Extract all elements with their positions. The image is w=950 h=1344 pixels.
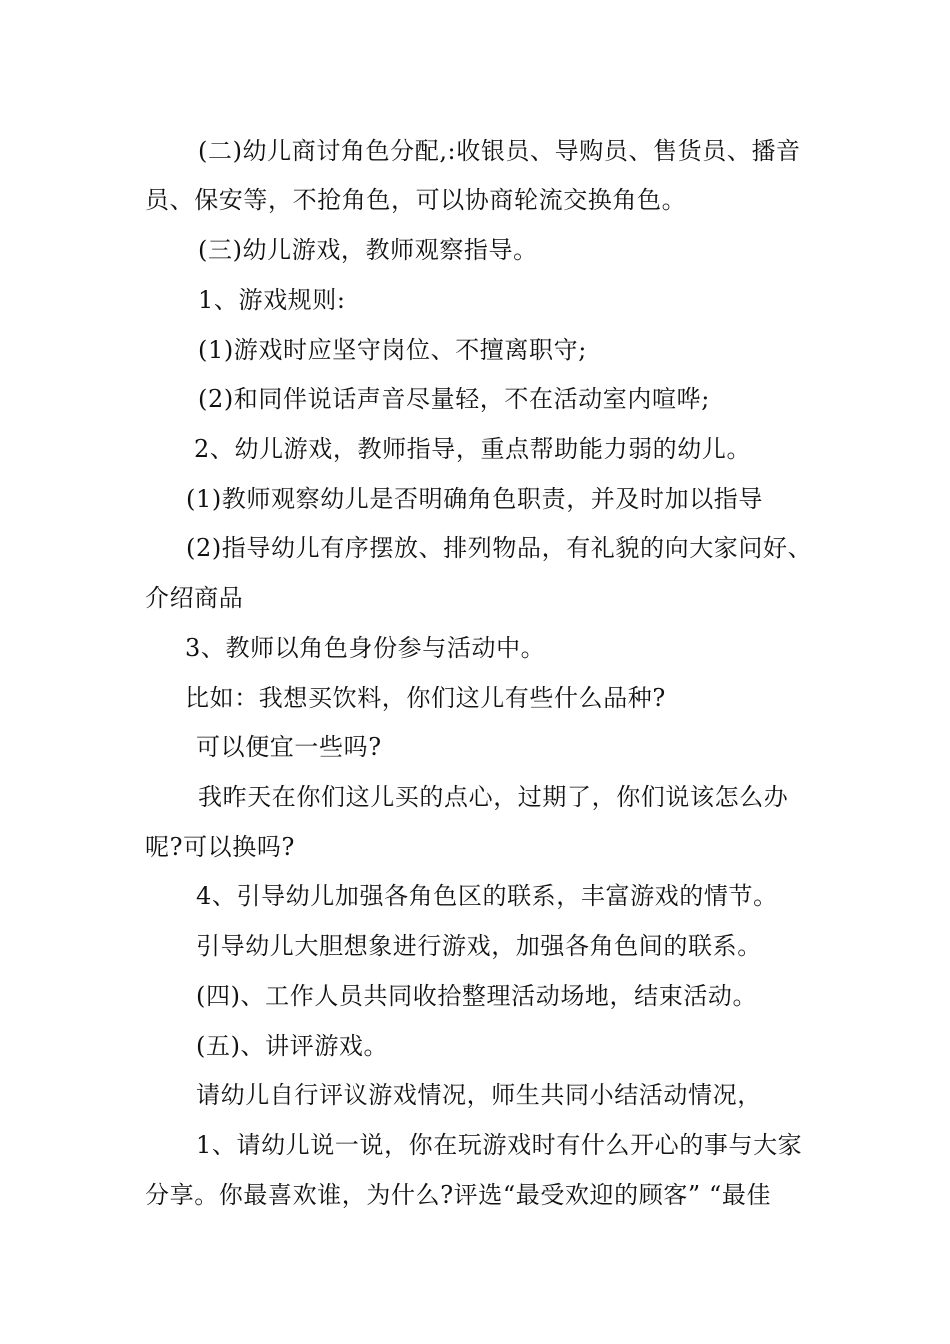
text-line: 介绍商品 (145, 584, 244, 612)
text-line: 3、教师以角色身份参与活动中。 (185, 634, 546, 662)
text-line: 分享。你最喜欢谁，为什么?评选“最受欢迎的顾客” “最佳 (145, 1181, 772, 1209)
text-line: 呢?可以换吗? (145, 833, 295, 861)
text-line: 员、保安等，不抢角色，可以协商轮流交换角色。 (145, 186, 687, 214)
text-line: (2)和同伴说话声音尽量轻，不在活动室内喧哗; (198, 385, 710, 413)
text-line: 4、引导幼儿加强各角色区的联系，丰富游戏的情节。 (196, 882, 778, 910)
text-line: (2)指导幼儿有序摆放、排列物品，有礼貌的向大家问好、 (186, 534, 813, 562)
text-line: 我昨天在你们这儿买的点心，过期了，你们说该怎么办 (198, 783, 789, 811)
text-line: 可以便宜一些吗? (196, 733, 382, 761)
text-line: (五)、讲评游戏。 (196, 1032, 389, 1060)
text-line: 引导幼儿大胆想象进行游戏，加强各角色间的联系。 (196, 932, 762, 960)
text-line: (四)、工作人员共同收拾整理活动场地，结束活动。 (196, 982, 758, 1010)
text-line: 2、幼儿游戏，教师指导，重点帮助能力弱的幼儿。 (194, 435, 752, 463)
text-line: 比如：我想买饮料，你们这儿有些什么品种? (185, 684, 666, 712)
text-line: (三)幼儿游戏，教师观察指导。 (198, 236, 538, 264)
text-line: (二)幼儿商讨角色分配,:收银员、导购员、售货员、播音 (198, 137, 801, 165)
text-line: (1)教师观察幼儿是否明确角色职责，并及时加以指导 (186, 485, 763, 513)
text-line: 1、游戏规则: (198, 286, 346, 314)
text-line: 1、请幼儿说一说，你在玩游戏时有什么开心的事与大家 (196, 1131, 803, 1159)
text-line: (1)游戏时应坚守岗位、不擅离职守; (198, 336, 587, 364)
text-line: 请幼儿自行评议游戏情况，师生共同小结活动情况， (196, 1081, 762, 1109)
